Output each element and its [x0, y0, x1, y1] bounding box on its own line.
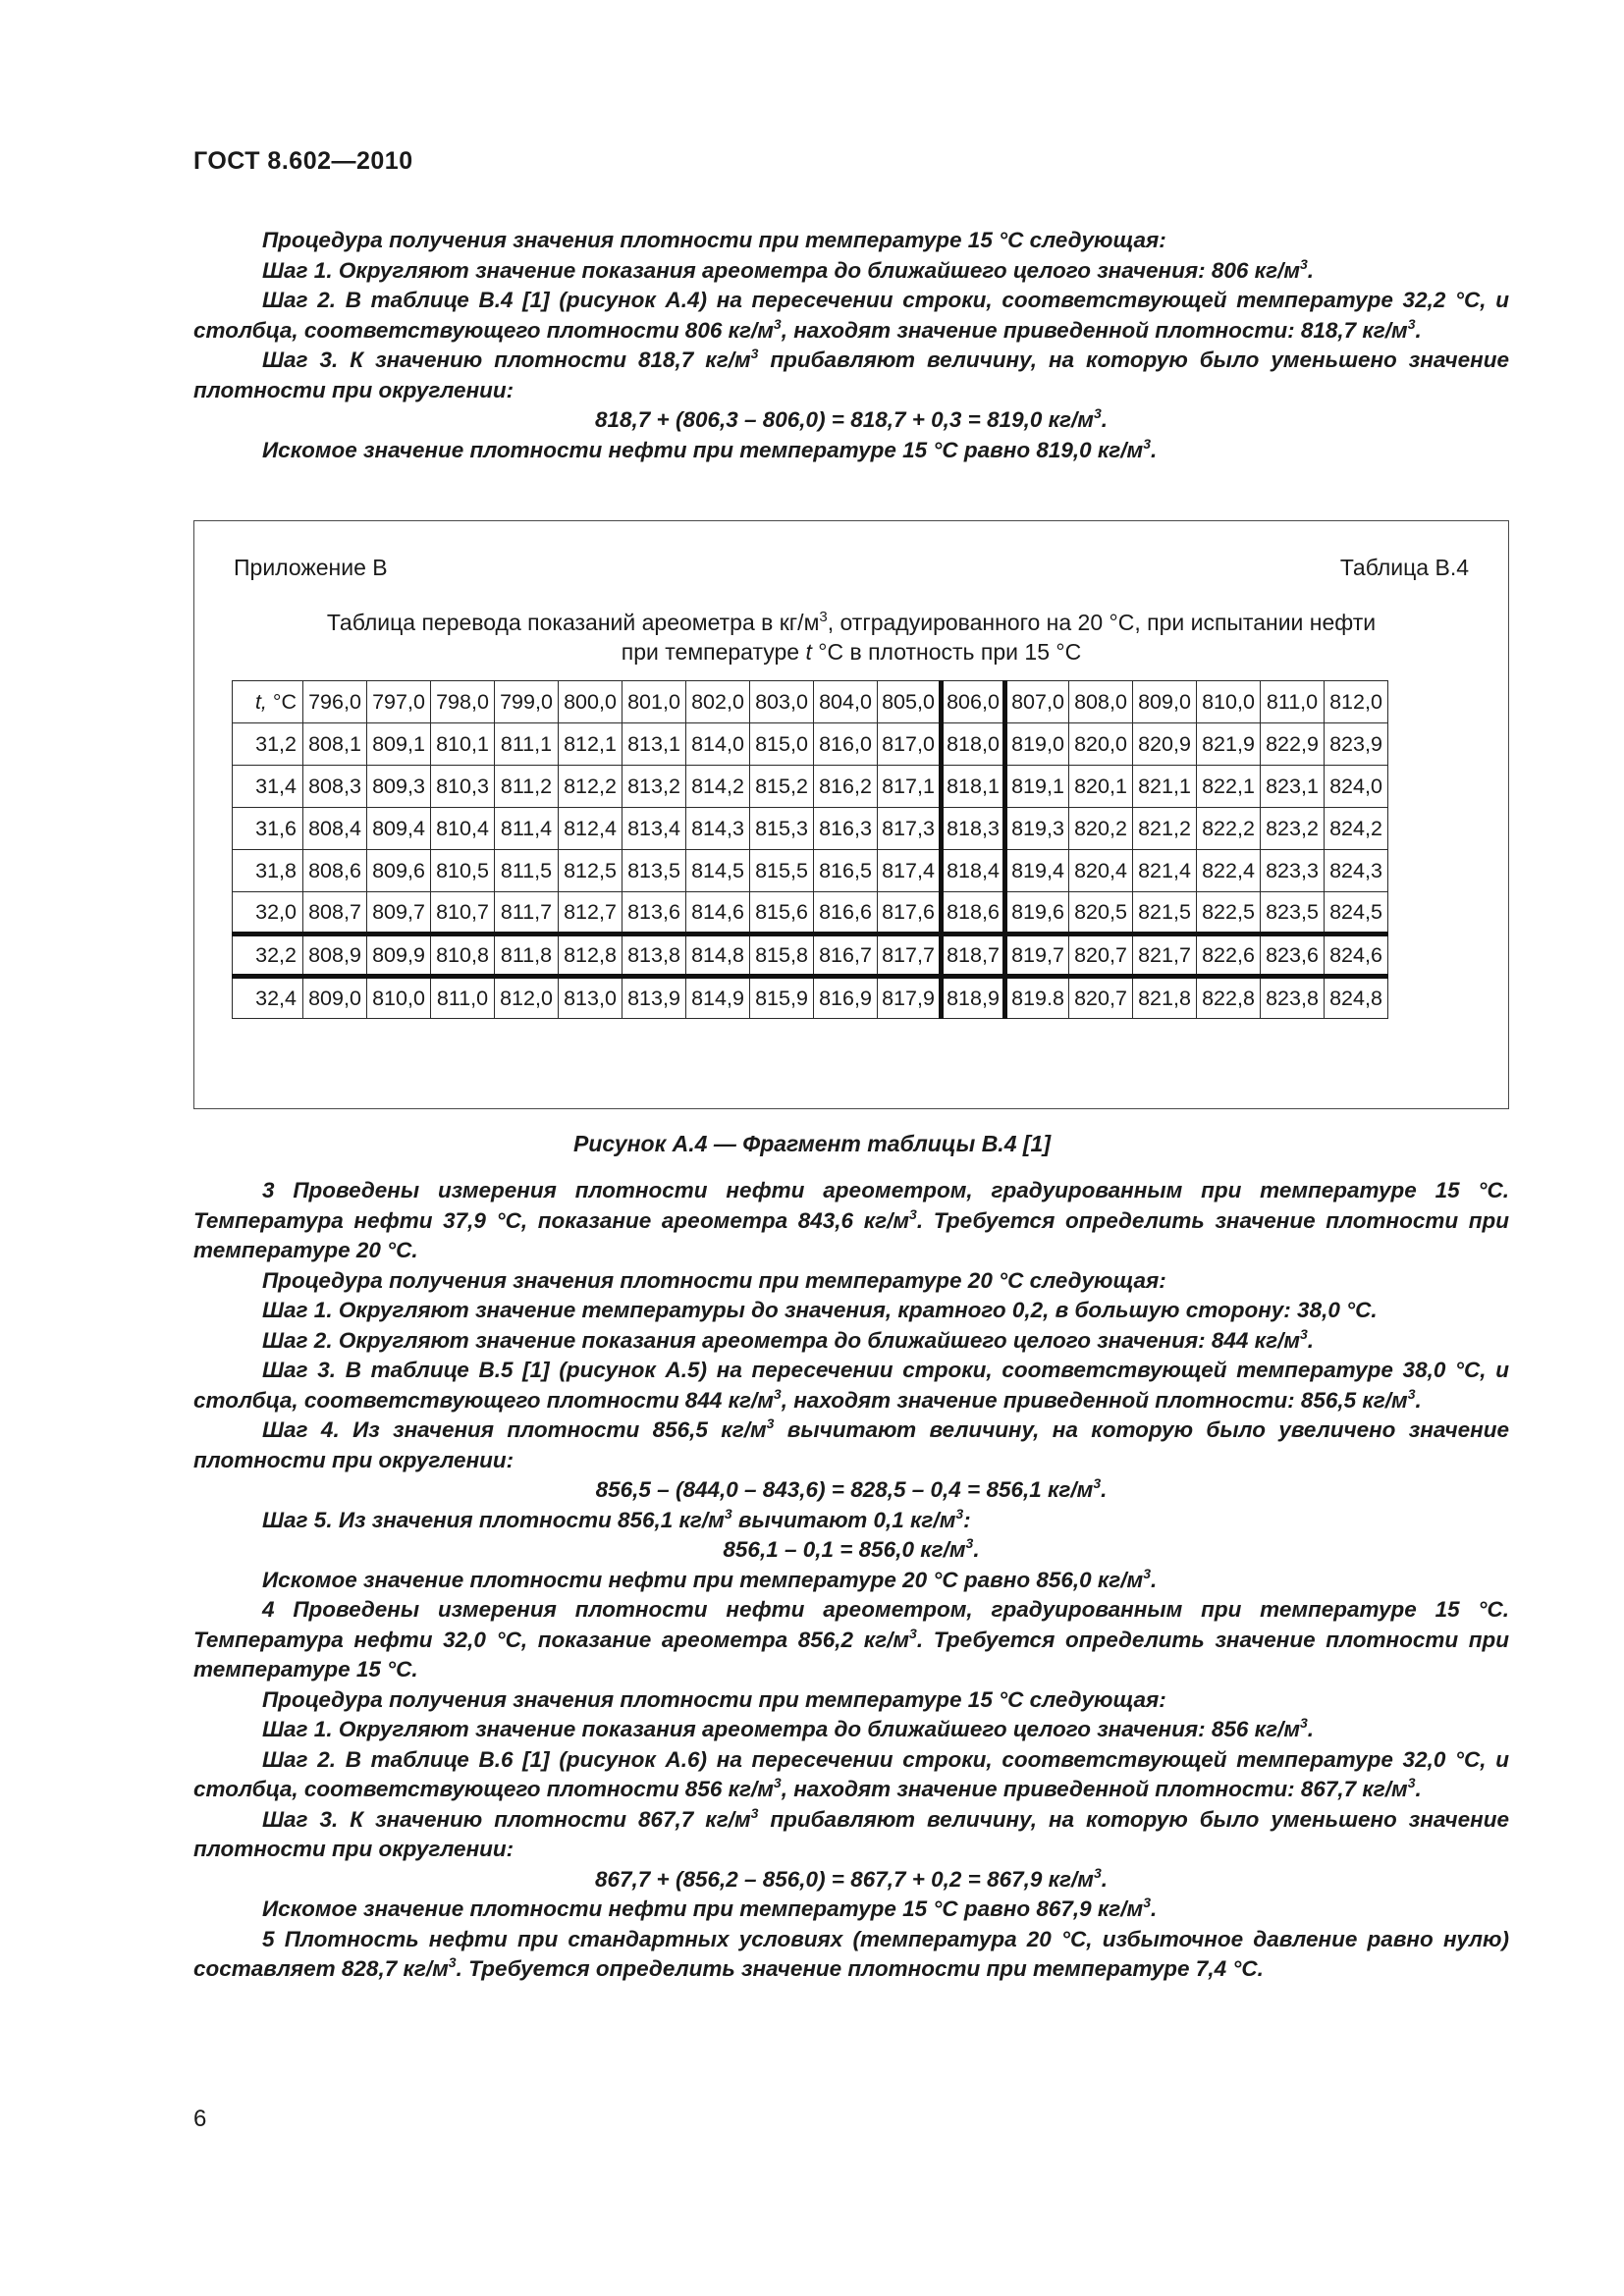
density-cell: 821,5	[1133, 892, 1197, 934]
density-cell: 814,0	[686, 723, 750, 766]
density-cell: 810,3	[431, 766, 495, 808]
density-cell: 813,1	[623, 723, 686, 766]
table-row	[233, 934, 1388, 977]
density-cell: 811,8	[495, 934, 559, 977]
density-column-header: 801,0	[623, 681, 686, 723]
density-cell: 820,4	[1069, 850, 1133, 892]
paragraph: Процедура получения значения плотности при температуре 20 °С следующая:	[262, 1267, 1166, 1293]
density-cell: 822,5	[1197, 892, 1261, 934]
density-column-header: 802,0	[686, 681, 750, 723]
density-cell: 812,8	[559, 934, 623, 977]
density-cell: 808,7	[303, 892, 367, 934]
density-cell: 813,5	[623, 850, 686, 892]
density-cell: 813,0	[559, 977, 623, 1019]
density-cell: 823,3	[1261, 850, 1325, 892]
density-cell: 823,2	[1261, 808, 1325, 850]
paragraph: 4 Проведены измерения плотности нефти ареометром, градуированным при температуре 15 °С. Температура нефти 32,0 °С, показание ареометра 856,2 $кг/м^3$. Требуется определить значение плотности при температуре 15 °С.	[193, 1597, 1509, 1682]
density-cell: 817,6	[878, 892, 942, 934]
density-cell: 810,4	[431, 808, 495, 850]
density-column-header: 799,0	[495, 681, 559, 723]
paragraph: 3 Проведены измерения плотности нефти ареометром, градуированным при температуре 15 °С. Температура нефти 37,9 °С, показание ареометра 843,6 $кг/м^3$. Требуется определить значение плотности при температуре 20 °С.	[193, 1178, 1509, 1262]
paragraph: Искомое значение плотности нефти при температуре 15 °С равно 867,9 $кг/м^3$.	[262, 1895, 1158, 1921]
density-column-header: 798,0	[431, 681, 495, 723]
density-cell: 818,0	[942, 723, 1005, 766]
density-cell: 820,7	[1069, 977, 1133, 1019]
formula: 867,7 + (856,2 – 856,0) = 867,7 + 0,2 = 867,9 $кг/м^3$.	[595, 1864, 1108, 1892]
density-cell: 815,5	[750, 850, 814, 892]
density-cell: 823,5	[1261, 892, 1325, 934]
table-row	[233, 808, 1388, 850]
density-cell: 809,1	[367, 723, 431, 766]
table-title: Таблица перевода показаний ареометра в $кг/м^3$, отградуированного на 20 °С, при испытании нефти при температуре t °С в плотность при 15 °С	[326, 609, 1377, 665]
density-cell: 819,1	[1005, 766, 1069, 808]
density-cell: 809,3	[367, 766, 431, 808]
density-cell: 811,5	[495, 850, 559, 892]
density-cell: 821,2	[1133, 808, 1197, 850]
paragraph: Шаг 1. Округляют значение показания ареометра до ближайшего целого значения: 806 $кг/м^3$.	[262, 255, 1315, 283]
density-cell: 821,8	[1133, 977, 1197, 1019]
table-row	[233, 977, 1388, 1019]
density-cell: 824,8	[1325, 977, 1388, 1019]
density-cell: 811,2	[495, 766, 559, 808]
density-cell: 820,0	[1069, 723, 1133, 766]
density-cell: 808,9	[303, 934, 367, 977]
density-cell: 816,5	[814, 850, 878, 892]
density-cell: 818,7	[942, 934, 1005, 977]
density-cell: 824,6	[1325, 934, 1388, 977]
density-cell: 824,5	[1325, 892, 1388, 934]
paragraph: Шаг 4. Из значения плотности 856,5 $кг/м^3$ вычитают величину, на которую было увеличено значение плотности при округлении:	[193, 1415, 1509, 1472]
density-cell: 819.8	[1005, 977, 1069, 1019]
density-cell: 817,3	[878, 808, 942, 850]
paragraph: Шаг 2. В таблице В.6 [1] (рисунок А.6) на пересечении строки, соответствующей температуре 32,0 °С, и столбца, соответствующего плотности 856 $кг/м^3$, находят значение приведенной плотности: 867,7 $кг/м^3$.	[193, 1746, 1509, 1801]
density-cell: 810,8	[431, 934, 495, 977]
page-number: 6	[193, 2106, 207, 2132]
density-cell: 814,5	[686, 850, 750, 892]
density-cell: 813,4	[623, 808, 686, 850]
density-cell: 822,8	[1197, 977, 1261, 1019]
density-cell: 821,9	[1197, 723, 1261, 766]
density-column-header: 810,0	[1197, 681, 1261, 723]
density-cell: 818,4	[942, 850, 1005, 892]
density-cell: 824,2	[1325, 808, 1388, 850]
density-cell: 811,0	[431, 977, 495, 1019]
density-cell: 815,0	[750, 723, 814, 766]
density-cell: 824,0	[1325, 766, 1388, 808]
temperature-column-header: t, °С	[233, 681, 303, 723]
density-cell: 814,9	[686, 977, 750, 1019]
density-cell: 817,1	[878, 766, 942, 808]
density-cell: 812,4	[559, 808, 623, 850]
density-cell: 816,6	[814, 892, 878, 934]
formula: 856,5 – (844,0 – 843,6) = 828,5 – 0,4 = 856,1 $кг/м^3$.	[595, 1475, 1108, 1502]
table-row	[233, 850, 1388, 892]
density-cell: 820,5	[1069, 892, 1133, 934]
paragraph: Шаг 2. Округляют значение показания ареометра до ближайшего целого значения: 844 $кг/м^3$.	[262, 1325, 1315, 1353]
table-row	[233, 723, 1388, 766]
density-cell: 822,2	[1197, 808, 1261, 850]
density-cell: 819,0	[1005, 723, 1069, 766]
density-column-header: 797,0	[367, 681, 431, 723]
paragraph: 5 Плотность нефти при стандартных условиях (температура 20 °С, избыточное давление равно нулю) составляет 828,7 $кг/м^3$. Требуется определить значение плотности при температуре 7,4 °С.	[193, 1926, 1509, 1981]
density-cell: 812,1	[559, 723, 623, 766]
density-cell: 816,2	[814, 766, 878, 808]
density-cell: 813,2	[623, 766, 686, 808]
density-cell: 815,9	[750, 977, 814, 1019]
density-column-header: 800,0	[559, 681, 623, 723]
density-cell: 818,1	[942, 766, 1005, 808]
density-cell: 813,6	[623, 892, 686, 934]
density-cell: 811,4	[495, 808, 559, 850]
density-cell: 819,7	[1005, 934, 1069, 977]
density-cell: 812,5	[559, 850, 623, 892]
density-cell: 823,6	[1261, 934, 1325, 977]
density-cell: 823,8	[1261, 977, 1325, 1019]
text-block-top	[193, 226, 1509, 465]
density-cell: 814,2	[686, 766, 750, 808]
paragraph: Шаг 2. В таблице В.4 [1] (рисунок А.4) на пересечении строки, соответствующей температуре 32,2 °С, и столбца, соответствующего плотности 806 $кг/м^3$, находят значение приведенной плотности: 818,7 $кг/м^3$.	[193, 288, 1509, 343]
paragraph: Процедура получения значения плотности при температуре 15 °С следующая:	[262, 1686, 1166, 1712]
density-column-header: 804,0	[814, 681, 878, 723]
density-cell: 817,0	[878, 723, 942, 766]
density-cell: 820,9	[1133, 723, 1197, 766]
temperature-cell: 32,2	[233, 934, 303, 977]
density-cell: 812,0	[495, 977, 559, 1019]
temperature-cell: 32,0	[233, 892, 303, 934]
density-cell: 817,9	[878, 977, 942, 1019]
paragraph: Процедура получения значения плотности при температуре 15 °С следующая:	[262, 228, 1166, 252]
temperature-cell: 32,4	[233, 977, 303, 1019]
density-cell: 813,8	[623, 934, 686, 977]
density-cell: 808,1	[303, 723, 367, 766]
density-cell: 817,4	[878, 850, 942, 892]
table-header-row	[233, 681, 1388, 723]
density-cell: 811,1	[495, 723, 559, 766]
temperature-cell: 31,8	[233, 850, 303, 892]
density-cell: 820,2	[1069, 808, 1133, 850]
density-cell: 808,3	[303, 766, 367, 808]
density-cell: 809,4	[367, 808, 431, 850]
density-cell: 810,7	[431, 892, 495, 934]
appendix-label: Приложение В	[234, 555, 388, 580]
density-cell: 815,3	[750, 808, 814, 850]
density-cell: 815,2	[750, 766, 814, 808]
table-row	[233, 892, 1388, 934]
density-cell: 821,1	[1133, 766, 1197, 808]
density-table	[232, 680, 1388, 1019]
density-cell: 809,7	[367, 892, 431, 934]
document-header: ГОСТ 8.602—2010	[193, 147, 413, 175]
formula: 818,7 + (806,3 – 806,0) = 818,7 + 0,3 = 819,0 $кг/м^3$.	[595, 405, 1108, 432]
density-cell: 816,3	[814, 808, 878, 850]
density-cell: 816,9	[814, 977, 878, 1019]
paragraph: Шаг 3. К значению плотности 867,7 $кг/м^3$ прибавляют величину, на которую было уменьшено значение плотности при округлении:	[193, 1804, 1509, 1861]
density-cell: 821,7	[1133, 934, 1197, 977]
density-cell: 809,0	[303, 977, 367, 1019]
density-cell: 808,4	[303, 808, 367, 850]
density-column-header: 805,0	[878, 681, 942, 723]
temperature-cell: 31,2	[233, 723, 303, 766]
paragraph: Шаг 1. Округляют значение показания ареометра до ближайшего целого значения: 856 $кг/м^3$.	[262, 1715, 1315, 1741]
density-cell: 812,2	[559, 766, 623, 808]
paragraph: Шаг 3. В таблице В.5 [1] (рисунок А.5) на пересечении строки, соответствующей температуре 38,0 °С, и столбца, соответствующего плотности 844 $кг/м^3$, находят значение приведенной плотности: 856,5 $кг/м^3$.	[193, 1358, 1509, 1413]
density-cell: 818,3	[942, 808, 1005, 850]
density-cell: 822,9	[1261, 723, 1325, 766]
density-cell: 811,7	[495, 892, 559, 934]
density-column-header: 806,0	[942, 681, 1005, 723]
density-cell: 820,1	[1069, 766, 1133, 808]
density-cell: 817,7	[878, 934, 942, 977]
density-column-header: 796,0	[303, 681, 367, 723]
density-column-header: 812,0	[1325, 681, 1388, 723]
density-cell: 822,1	[1197, 766, 1261, 808]
density-cell: 821,4	[1133, 850, 1197, 892]
density-cell: 818,6	[942, 892, 1005, 934]
density-cell: 823,1	[1261, 766, 1325, 808]
paragraph: Искомое значение плотности нефти при температуре 20 °С равно 856,0 $кг/м^3$.	[262, 1565, 1158, 1592]
density-cell: 815,6	[750, 892, 814, 934]
density-cell: 816,7	[814, 934, 878, 977]
density-cell: 815,8	[750, 934, 814, 977]
temperature-cell: 31,4	[233, 766, 303, 808]
table-row	[233, 766, 1388, 808]
density-cell: 822,4	[1197, 850, 1261, 892]
density-column-header: 811,0	[1261, 681, 1325, 723]
density-cell: 810,1	[431, 723, 495, 766]
figure-frame	[193, 520, 1509, 1109]
paragraph: Искомое значение плотности нефти при температуре 15 °С равно 819,0 $кг/м^3$.	[262, 435, 1158, 462]
density-cell: 813,9	[623, 977, 686, 1019]
text-block-bottom	[193, 1176, 1509, 1985]
density-cell: 810,5	[431, 850, 495, 892]
density-cell: 810,0	[367, 977, 431, 1019]
table-label: Таблица В.4	[1339, 555, 1469, 580]
paragraph: Шаг 3. К значению плотности 818,7 $кг/м^3$ прибавляют величину, на которую было уменьшено значение плотности при округлении:	[193, 346, 1509, 402]
density-cell: 809,9	[367, 934, 431, 977]
paragraph: Шаг 5. Из значения плотности 856,1 $кг/м^3$ вычитают 0,1 $кг/м^3$:	[262, 1505, 971, 1532]
density-cell: 820,7	[1069, 934, 1133, 977]
density-cell: 818,9	[942, 977, 1005, 1019]
density-cell: 819,4	[1005, 850, 1069, 892]
density-cell: 814,3	[686, 808, 750, 850]
density-cell: 819,3	[1005, 808, 1069, 850]
density-cell: 823,9	[1325, 723, 1388, 766]
density-cell: 808,6	[303, 850, 367, 892]
temperature-cell: 31,6	[233, 808, 303, 850]
density-cell: 812,7	[559, 892, 623, 934]
density-cell: 816,0	[814, 723, 878, 766]
density-column-header: 808,0	[1069, 681, 1133, 723]
density-cell: 809,6	[367, 850, 431, 892]
density-column-header: 809,0	[1133, 681, 1197, 723]
density-cell: 822,6	[1197, 934, 1261, 977]
density-cell: 814,6	[686, 892, 750, 934]
density-cell: 814,8	[686, 934, 750, 977]
formula: 856,1 – 0,1 = 856,0 $кг/м^3$.	[723, 1535, 980, 1562]
density-column-header: 807,0	[1005, 681, 1069, 723]
figure-caption: Рисунок А.4 — Фрагмент таблицы В.4 [1]	[573, 1131, 1051, 1156]
density-cell: 824,3	[1325, 850, 1388, 892]
paragraph: Шаг 1. Округляют значение температуры до значения, кратного 0,2, в большую сторону: 38,0 °С.	[262, 1298, 1378, 1322]
density-cell: 819,6	[1005, 892, 1069, 934]
density-column-header: 803,0	[750, 681, 814, 723]
